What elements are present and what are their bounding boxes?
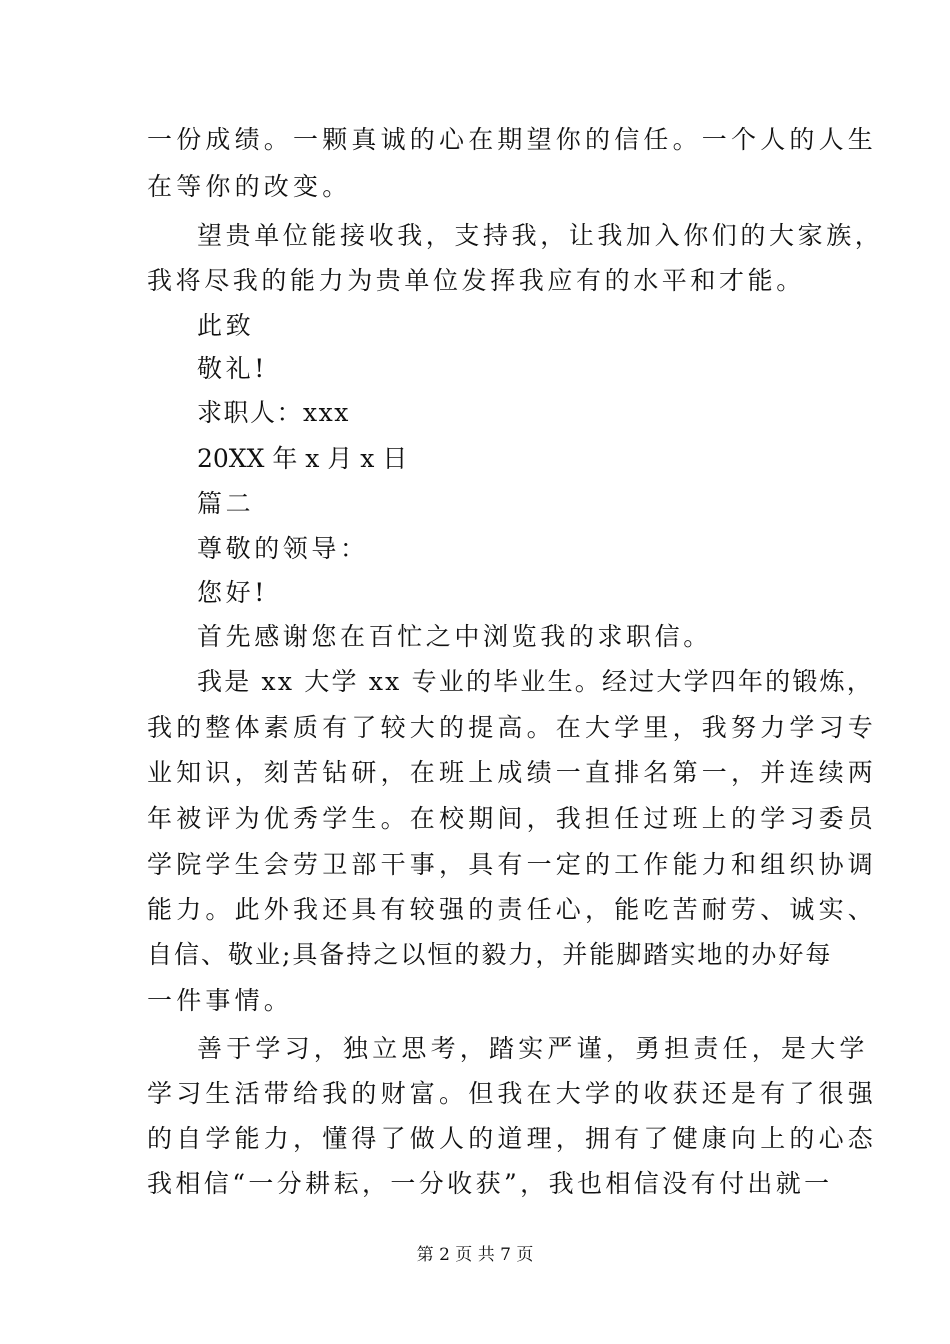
text-line: 善于学习，独立思考，踏实严谨，勇担责任，是大学 [197, 1034, 869, 1063]
text-line: 篇二 [197, 489, 255, 518]
text-line: 业知识，刻苦钻研，在班上成绩一直排名第一，并连续两 [147, 758, 878, 787]
text-line: 20XX 年 x 月 x 日 [197, 444, 408, 473]
text-line: 学习生活带给我的财富。但我在大学的收获还是有了很强 [147, 1079, 878, 1108]
text-line: 能力。此外我还具有较强的责任心，能吃苦耐劳、诚实、 [147, 895, 878, 924]
text-line: 学院学生会劳卫部干事，具有一定的工作能力和组织协调 [147, 850, 878, 879]
text-line: 此致 [197, 311, 255, 340]
text-line: 的自学能力，懂得了做人的道理，拥有了健康向上的心态 [147, 1124, 878, 1153]
text-line: 我的整体素质有了较大的提高。在大学里，我努力学习专 [147, 713, 878, 742]
text-line: 望贵单位能接收我，支持我，让我加入你们的大家族， [197, 221, 884, 250]
text-line: 尊敬的领导： [197, 534, 369, 563]
text-line: 自信、敬业;具备持之以恒的毅力，并能脚踏实地的办好每 [147, 940, 833, 969]
text-line: 您好! [197, 578, 268, 607]
text-line: 我相信“一分耕耘，一分收获”，我也相信没有付出就一 [147, 1169, 833, 1198]
text-line: 敬礼! [197, 354, 268, 383]
text-line: 首先感谢您在百忙之中浏览我的求职信。 [197, 622, 712, 651]
text-line: 我将尽我的能力为贵单位发挥我应有的水平和才能。 [147, 266, 805, 295]
text-line: 求职人：xxx [197, 398, 350, 427]
text-line: 一份成绩。一颗真诚的心在期望你的信任。一个人的人生 [147, 125, 878, 154]
text-line: 年被评为优秀学生。在校期间，我担任过班上的学习委员 [147, 804, 878, 833]
text-line: 在等你的改变。 [147, 172, 352, 201]
page-footer: 第 2 页 共 7 页 [416, 1245, 534, 1265]
text-line: 一件事情。 [147, 986, 294, 1015]
text-line: 我是 xx 大学 xx 专业的毕业生。经过大学四年的锻炼， [197, 667, 874, 696]
